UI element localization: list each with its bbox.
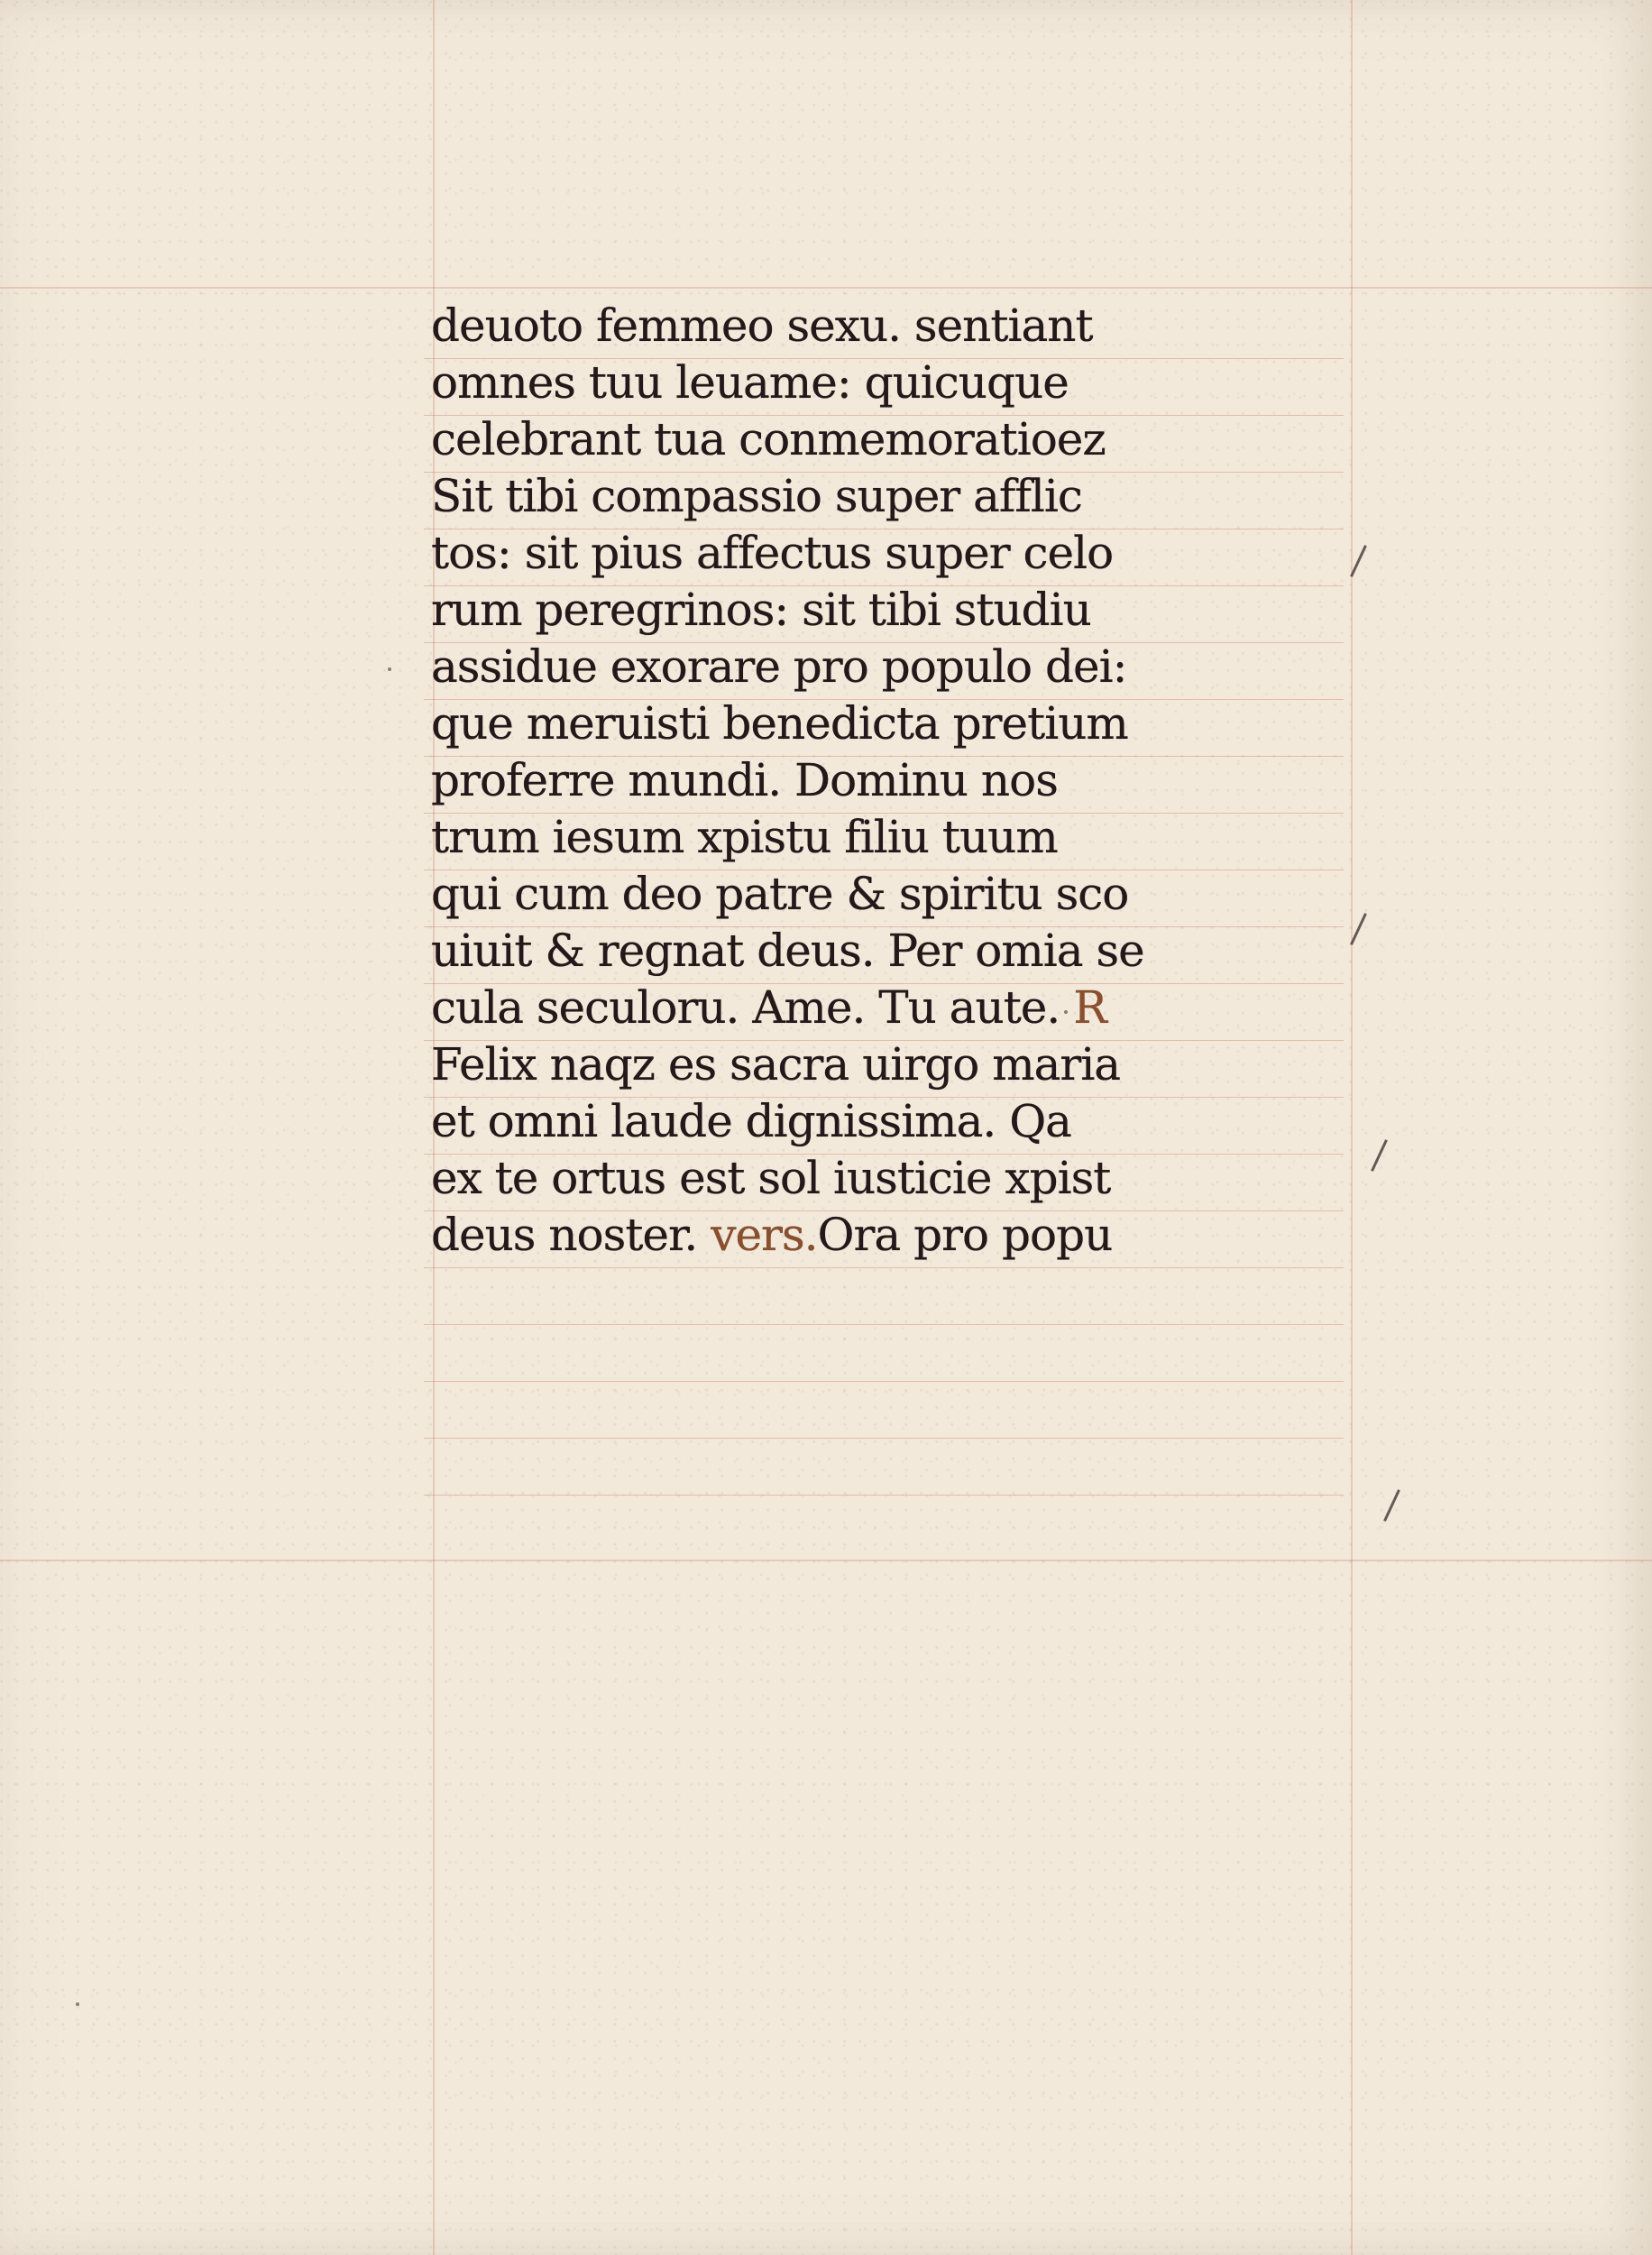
text-ruling-line (424, 1324, 1344, 1325)
paper-speck (388, 667, 391, 671)
line-text: que meruisti benedicta pretium (431, 697, 1128, 750)
manuscript-line (431, 866, 1387, 923)
line-text: Felix naqz es sacra uirgo maria (431, 1038, 1121, 1091)
line-text: qui cum deo patre & spiritu sco (431, 868, 1129, 920)
line-text-tail: Ora pro popu (817, 1209, 1113, 1261)
manuscript-line (431, 525, 1387, 582)
line-break-mark (1383, 1489, 1400, 1522)
manuscript-line (431, 1093, 1387, 1150)
manuscript-line (431, 411, 1387, 468)
manuscript-line (431, 809, 1387, 866)
rubric-responsory-mark: R (1073, 981, 1106, 1034)
manuscript-line (431, 1036, 1387, 1093)
line-text: et omni laude dignissima. Qa (431, 1095, 1071, 1147)
rubric-verse-mark: vers. (711, 1209, 818, 1261)
text-ruling-line (424, 1438, 1344, 1439)
paper-speck (76, 2002, 79, 2006)
manuscript-line (431, 923, 1387, 980)
line-text: proferre mundi. Dominu nos (431, 754, 1058, 806)
line-text: ex te ortus est sol iusticie xpist (431, 1152, 1111, 1204)
line-text: omnes tuu leuame: quicuque (431, 356, 1069, 409)
manuscript-line (431, 1150, 1387, 1207)
line-text: assidue exorare pro populo dei: (431, 640, 1127, 693)
manuscript-line (431, 1207, 1387, 1264)
line-text: trum iesum xpistu filiu tuum (431, 811, 1058, 863)
manuscript-line (431, 695, 1387, 752)
line-text: rum peregrinos: sit tibi studiu (431, 584, 1091, 636)
manuscript-line (431, 354, 1387, 411)
line-text: celebrant tua conmemoratioez (431, 413, 1106, 465)
manuscript-line (431, 298, 1387, 354)
text-ruling-line (424, 1495, 1344, 1496)
line-text: tos: sit pius affectus super celo (431, 527, 1114, 579)
manuscript-line (431, 980, 1387, 1036)
ruling-horizontal-top (0, 287, 1652, 289)
line-text: uiuit & regnat deus. Per omia se (431, 925, 1144, 977)
line-text: deus noster. (431, 1209, 698, 1261)
text-ruling-line (424, 1381, 1344, 1382)
paper-speck (1064, 1010, 1068, 1014)
manuscript-line (431, 468, 1387, 525)
line-text: Sit tibi compassio super afflic (431, 470, 1082, 522)
manuscript-text-block (431, 298, 1387, 1264)
manuscript-line (431, 639, 1387, 695)
line-text: deuoto femmeo sexu. sentiant (431, 299, 1093, 352)
manuscript-line (431, 582, 1387, 639)
line-text: cula seculoru. Ame. Tu aute. (431, 981, 1060, 1034)
manuscript-line (431, 752, 1387, 809)
ruling-horizontal-bottom (0, 1560, 1652, 1561)
text-ruling-line (424, 1267, 1344, 1268)
